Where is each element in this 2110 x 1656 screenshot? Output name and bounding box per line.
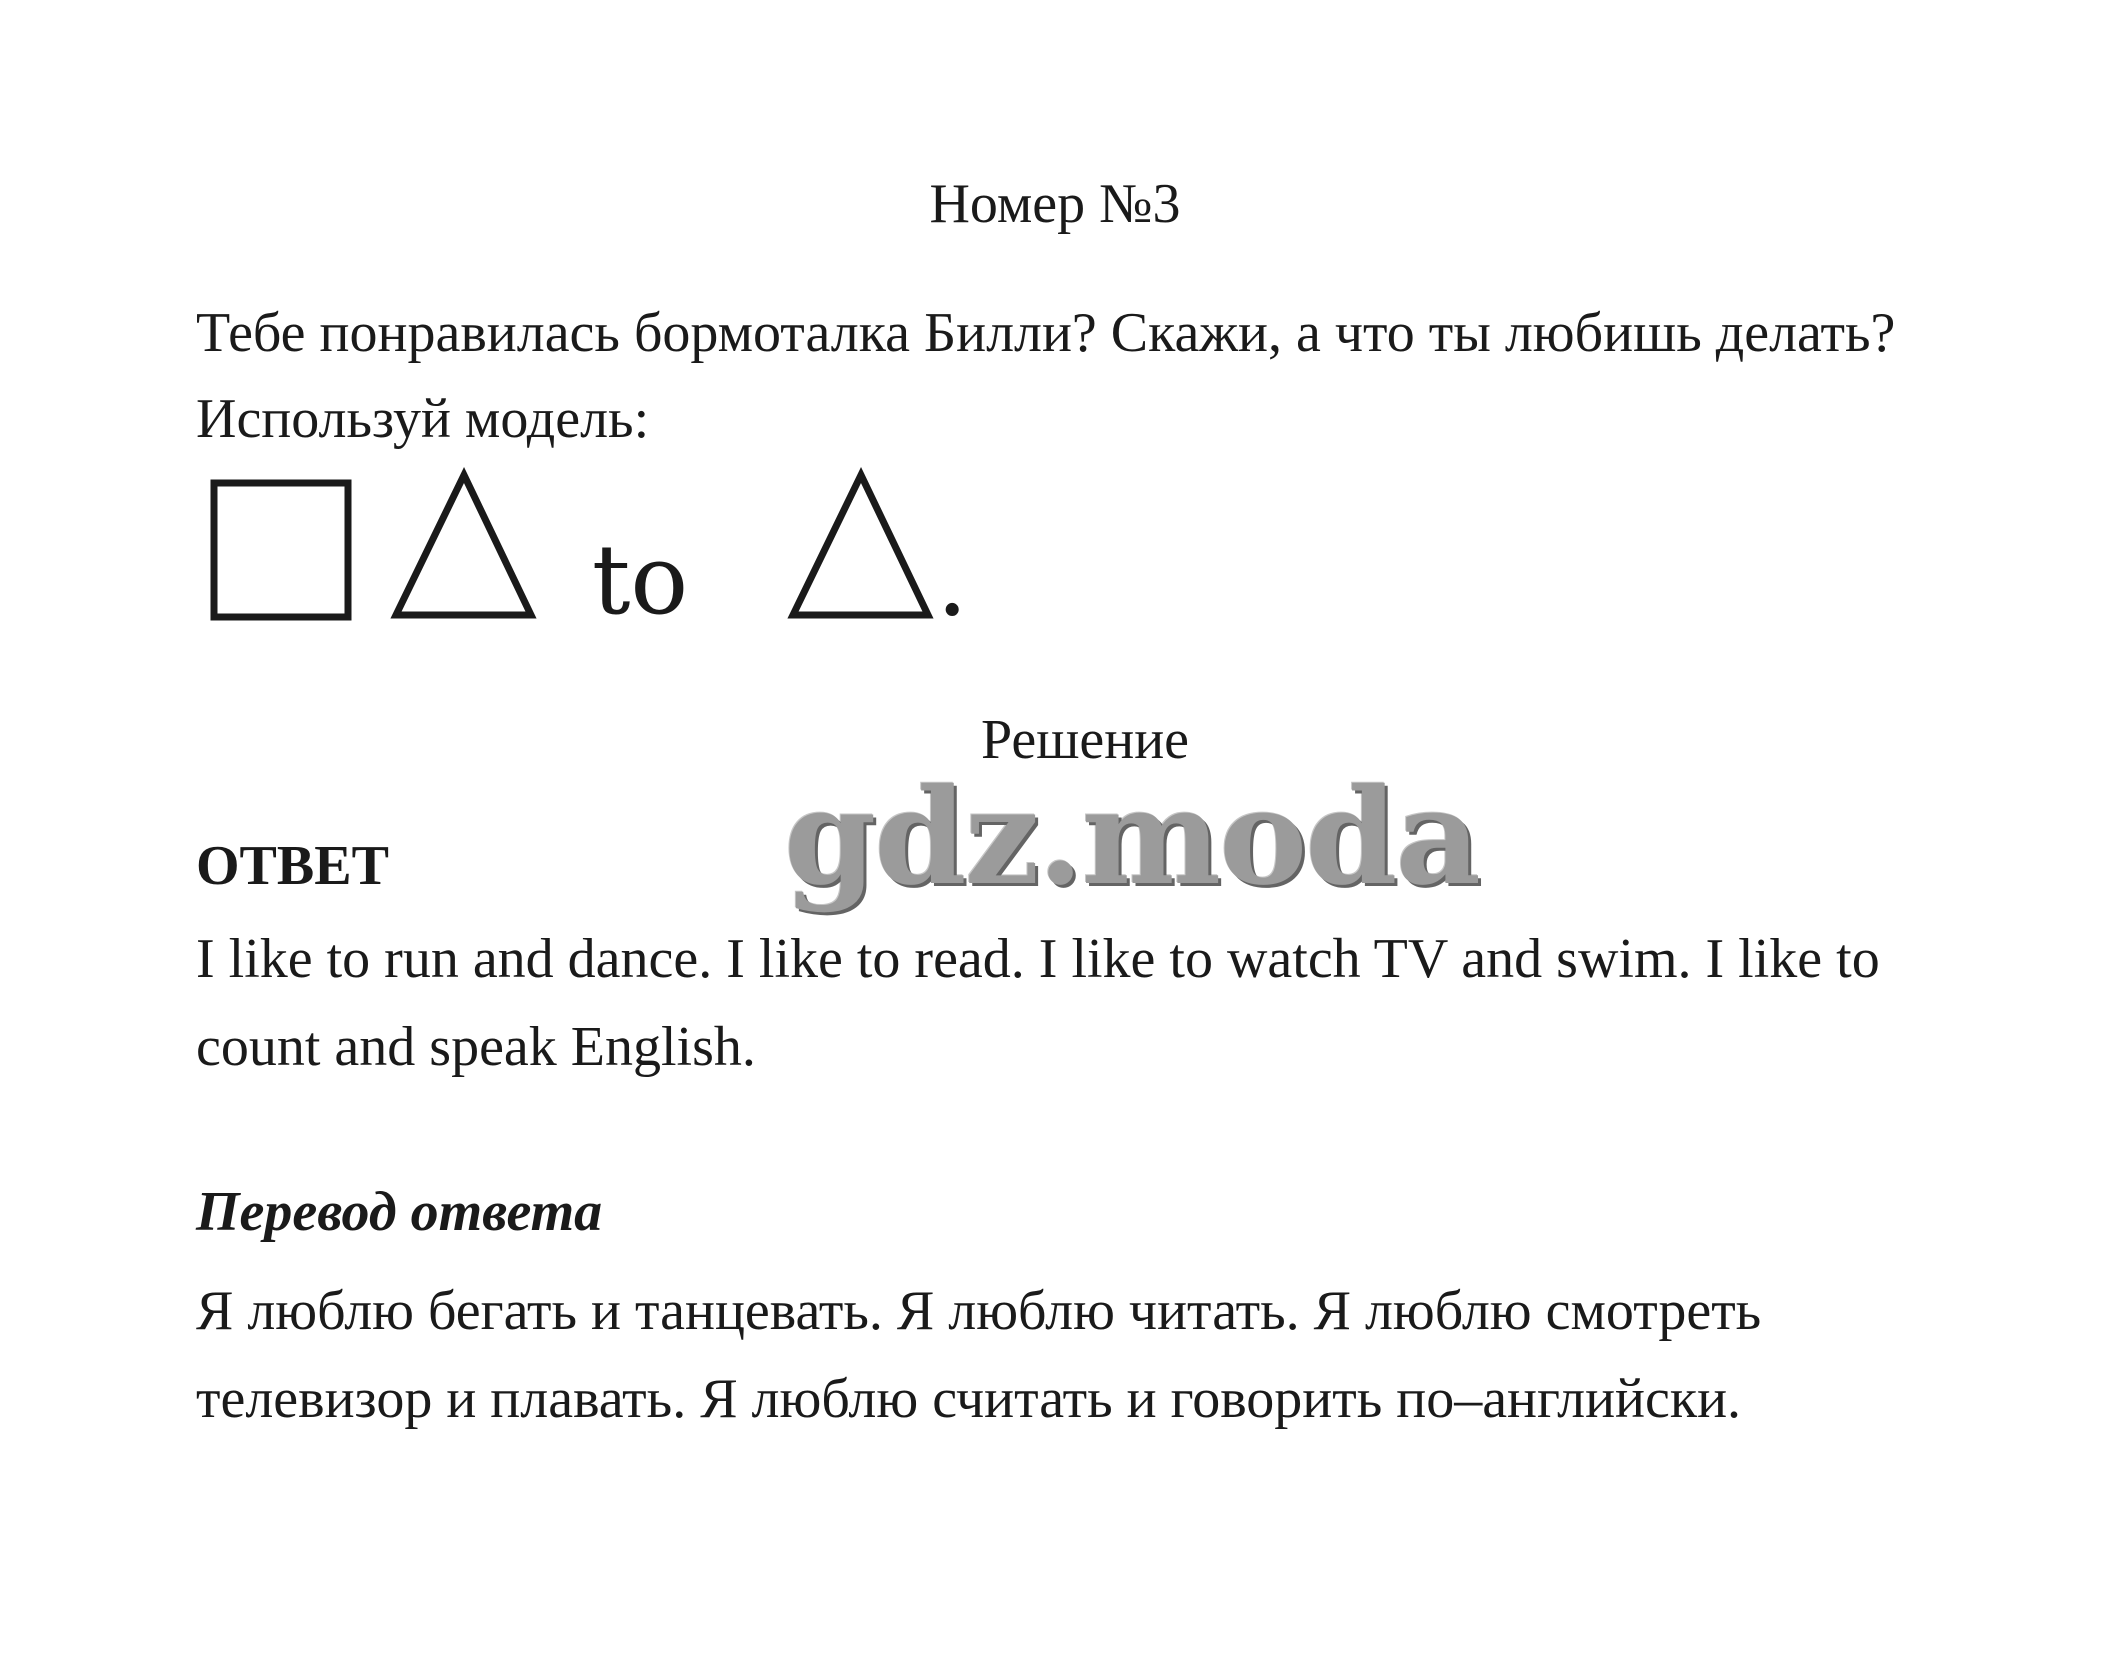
solution-label: Решение [980, 709, 1190, 771]
triangle-icon [793, 475, 928, 615]
triangle-icon [396, 475, 531, 615]
model-period: . [940, 549, 965, 632]
sentence-model-graphic [196, 465, 1036, 635]
answer-heading: ОТВЕТ [196, 835, 389, 897]
task-text: Тебе понравилась бормоталка Билли? Скажи, а что ты любишь делать? Используй модель: [196, 302, 1896, 450]
square-icon [214, 483, 348, 617]
page-title: Номер №3 [929, 173, 1181, 235]
translation-heading: Перевод ответа [196, 1181, 603, 1243]
model-word: to [591, 524, 689, 635]
answer-text: I like to run and dance. I like to read. I like to watch TV and swim. I like to count and speak English. [196, 928, 1880, 1078]
sentence-model [196, 465, 1036, 635]
translation-text: Я люблю бегать и танцевать. Я люблю читать. Я люблю смотреть телевизор и плавать. Я люблю считать и говорить по–английски. [196, 1280, 1762, 1430]
watermark-logo: gdz.moda [784, 760, 1480, 915]
